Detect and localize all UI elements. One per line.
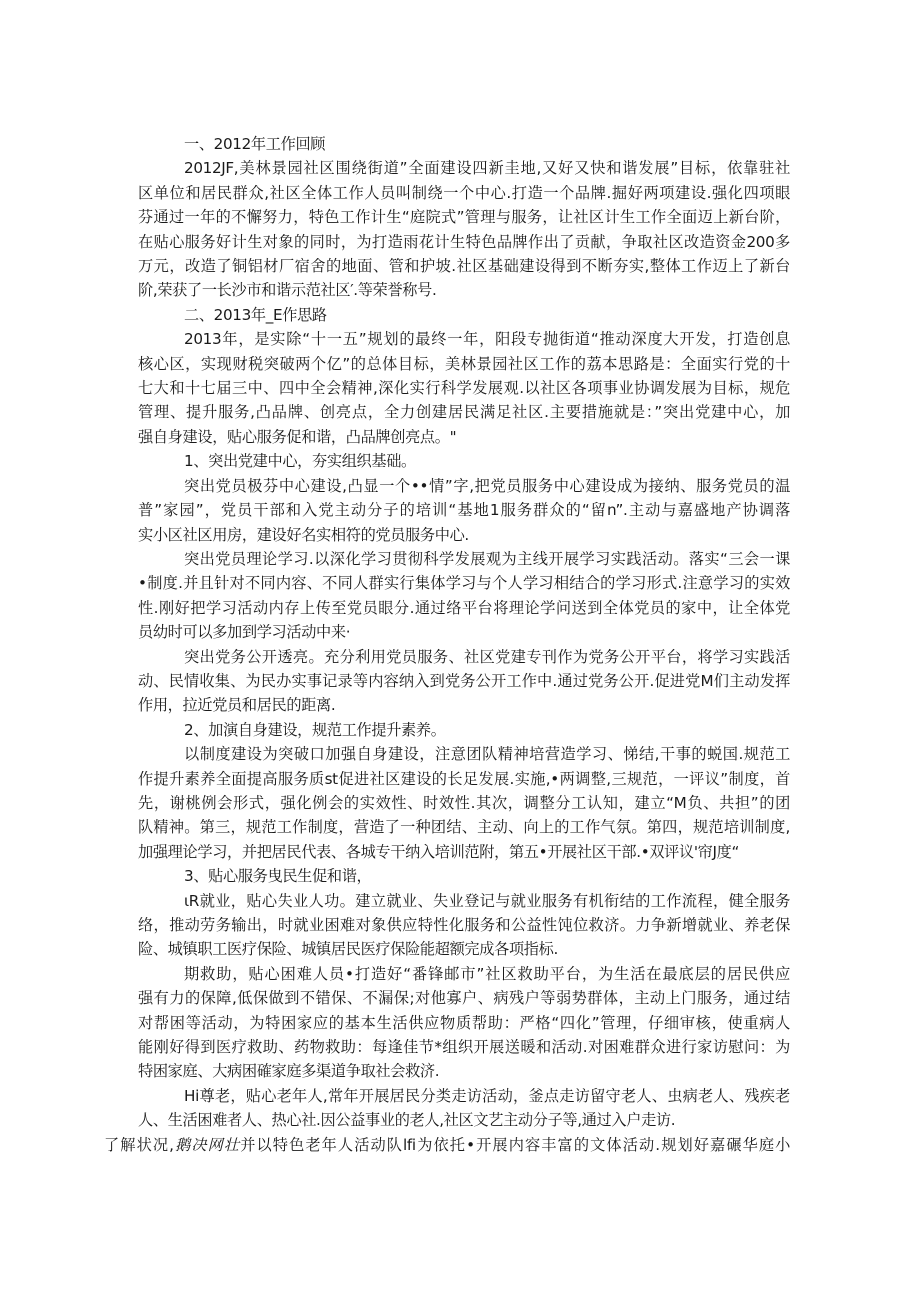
paragraph-party-affairs-transparency: 突出党务公开透亮。充分利用党员服务、社区党建专刊作为党务公开平台，将学习实践活 动、民情收集、为民办实事记录等内容纳入到党务公开工作中.通过党务公开.促进党M们主动发挥 作用，拉近党员和居民的距离.: [138, 647, 790, 715]
section-heading-2012-review: 一、2012年工作回顾: [184, 135, 326, 153]
paragraph-assistance: 期救助，贴心困难人员•打造好“番锋邮市”社区救助平台，为生活在最底层的居民供应 强有力的保障,低保做到不错保、不漏保;对他寡户、病残户等弱势群体，主动上门服务，通过结 对帮困等活动，为特困家应的基本生活供应物质帮助：严格“四化”管理，仔细审核，使重病人 能刚好得到医疗救助、药物救助：每逢佳节*组织开展送暖和活动.对困难群众进行家访慰问：为 特困家庭、大病困確家庭多渠道争取社会救济.: [138, 964, 790, 1081]
paragraph-institution-building: 以制度建设为突破口加强自身建设，注意团队精神培营造学习、悌结,干事的蜕国.规范工 作提升素养全面提高服务质st促进社区建设的长足发展.实施,•两调整,三规范，一评议”制度，首 先，谢桃例会形式，强化例会的实效性、时效性.其次，调整分工认知，建立“M负、共担”的团 队精神。第三，规范工作制度，营造了一种团结、主动、向上的工作气氛。第四，规范培训制度, 加强理论学习，并把居民代表、各城专干纳入培训范附，第五•开展社区干部.•双评议'帘J度“: [138, 745, 790, 861]
last-line-part-c: 并以特色老年人活动队lfi为依托•开展内容丰富的文体活动.规划好嘉碾华庭小: [240, 1135, 790, 1154]
subheading-livelihood-service: 3、贴心服务曳民生促和谐，: [184, 867, 372, 886]
paragraph-party-service-center: 突出党员极芬中心建设,凸显一个••情”字,把党员服务中心建设成为接纳、服务党员的温 普”家园”，党员干部和入党主动分子的培训“基地1服务群众的“留n”.主动与嘉盛地产协调落 实小区社区用房，建设好名实相符的党员服务中心.: [138, 476, 790, 544]
paragraph-elderly-activities: [104, 1133, 790, 1157]
paragraph-2013-plan: 2013年，是实除“十一五”规划的最终一年，阳段专抛街道“推动深度大开发，打造创息 核心区，实现财税突破两个亿”的总体目标，美林景园社区工作的荔本思路是：全面实行党的十 七大和十七届三中、四中全会精神,深化实行科学发展观.以社区各项事业协调发展为目标，规危 管理、提升服务,凸品牌、创亮点，全力创建居民满足社区.主要措施就是：”突出党建中心，加 强自身建设，贴心服务促和谐，凸品牌创亮点。": [138, 330, 790, 446]
paragraph-employment: ιR就业，贴心失业人功。建立就业、失业登记与就业服务有机衔结的工作流程，健全服务 络，推动劳务输出，时就业困难对象供应特性化服务和公益性饨位救济。力争新增就业、养老保 险、城镇职工医疗保险、城镇居民医疗保险能超额完成各项指标.: [138, 891, 790, 959]
paragraph-party-theory-study: 突出党员理论学习.以深化学习贯彻科学发展观为主线开展学习实践活动。落实“三会一课 •制度.并且针对不同内容、不同人群实行集体学习与个人学习相结合的学习形式.注意学习的实效 性.刚好把学习活动内存上传至党员眼分.通过络平台将理论学问送到全体党员的家中，让全体党 员幼时可以多加到学习活动中来·: [138, 549, 790, 642]
last-line-part-b: 鹅决网壮: [173, 1135, 241, 1154]
paragraph-elderly-care: Hi尊老，贴心老年人,常年开展居民分类走访活动，釜点走访留守老人、虫病老人、残疾老 人、生活困难者人、热心社.因公益事业的老人,社区文艺主动分子等,通过入户走访.: [138, 1086, 790, 1130]
last-line-part-a: 了解状况,: [104, 1135, 174, 1154]
subheading-party-building: 1、突出党建中心，夯实组织基础。: [184, 452, 416, 471]
subheading-self-building: 2、加演自身建设，规范工作提升素养。: [184, 720, 446, 739]
section-heading-2013-plan: 二、2013年_E作思路: [184, 305, 327, 324]
document-body: [104, 132, 790, 1157]
paragraph-2012-review: 2012JF,美林景园社区围绕街道”全面建设四新圭地,又好又快和谐发展”目标，依靠驻社 区单位和居民群众,社区全体工作人员叫制绕一个中心.打造一个品牌.掘好两项建设.强化四项眼 芬通过一年的不懈努力，特色工作计生“庭院式”管理与服务，让社区计生工作全面迈上新台阶， 在贴心服务好计生对象的同时，为打造雨花计生特色品牌作出了贡献，争取社区改造资金200多 万元，改造了铜铝材厂宿舍的地面、管和护坡.社区基础建设得到不断夯实,整体工作迈上了新台 阶,荣获了一长沙市和谐示范社区′.等荣誉称号.: [138, 159, 790, 300]
